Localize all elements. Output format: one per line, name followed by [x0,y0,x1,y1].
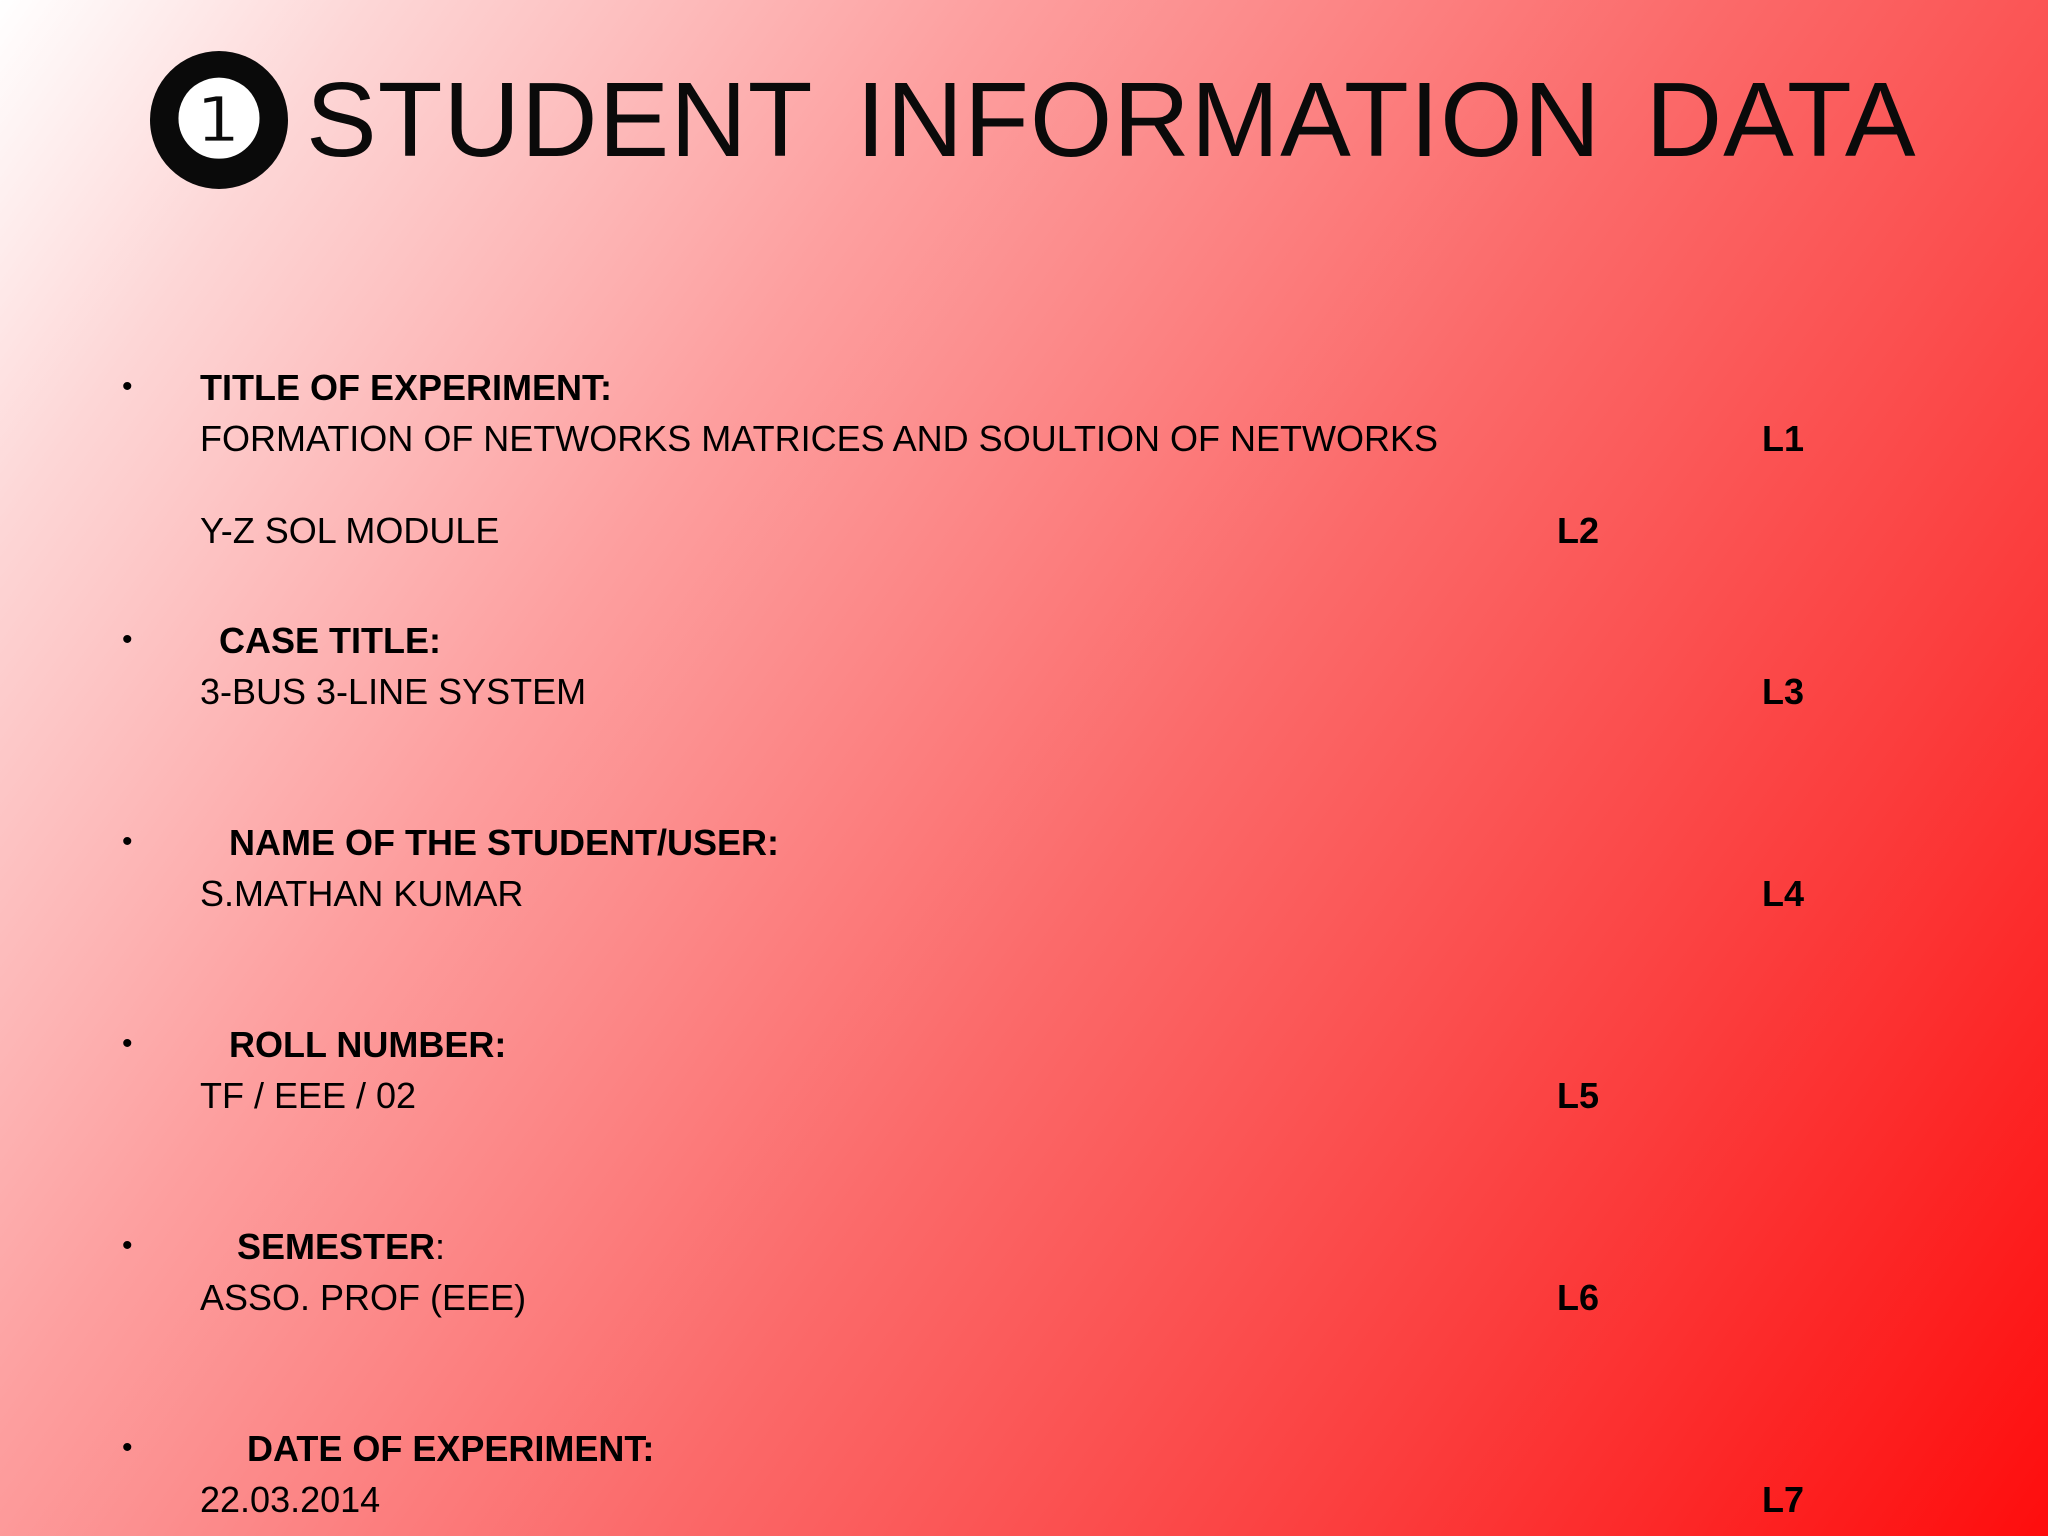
number-one-badge-icon: ❶ [150,51,288,189]
code-l7: L7 [1762,1479,1805,1520]
code-l3: L3 [1762,671,1805,712]
bullet-icon: • [122,1431,133,1464]
value-student-name: S.MATHAN KUMAR [200,873,524,914]
code-l5: L5 [1557,1075,1600,1116]
label-title-of-experiment: TITLE OF EXPERIMENT: [200,367,613,408]
value-module: Y-Z SOL MODULE [200,510,500,551]
bullet-icon: • [122,1229,133,1262]
value-roll-number: TF / EEE / 02 [200,1075,417,1116]
label-semester-text: SEMESTER [237,1226,436,1267]
code-l4: L4 [1762,873,1805,914]
value-semester: ASSO. PROF (EEE) [200,1277,527,1318]
label-semester-colon: : [435,1226,446,1267]
bullet-icon: • [122,370,133,403]
value-experiment-title: FORMATION OF NETWORKS MATRICES AND SOULTION OF NETWORKS [200,418,1439,459]
value-case-title: 3-BUS 3-LINE SYSTEM [200,671,587,712]
code-l1: L1 [1762,418,1805,459]
bullet-icon: • [122,623,133,656]
code-l2: L2 [1557,510,1600,551]
code-l6: L6 [1557,1277,1600,1318]
label-date-of-experiment: DATE OF EXPERIMENT: [247,1428,655,1469]
bullet-icon: • [122,1027,133,1060]
label-student-name: NAME OF THE STUDENT/USER: [229,822,780,863]
value-date: 22.03.2014 [200,1479,381,1520]
bullet-icon: • [122,825,133,858]
title-text: STUDENT INFORMATION DATA [306,60,1917,179]
slide-title [150,40,1917,200]
label-roll-number: ROLL NUMBER: [229,1024,507,1065]
label-case-title: CASE TITLE: [219,620,441,661]
label-semester [237,1226,446,1267]
